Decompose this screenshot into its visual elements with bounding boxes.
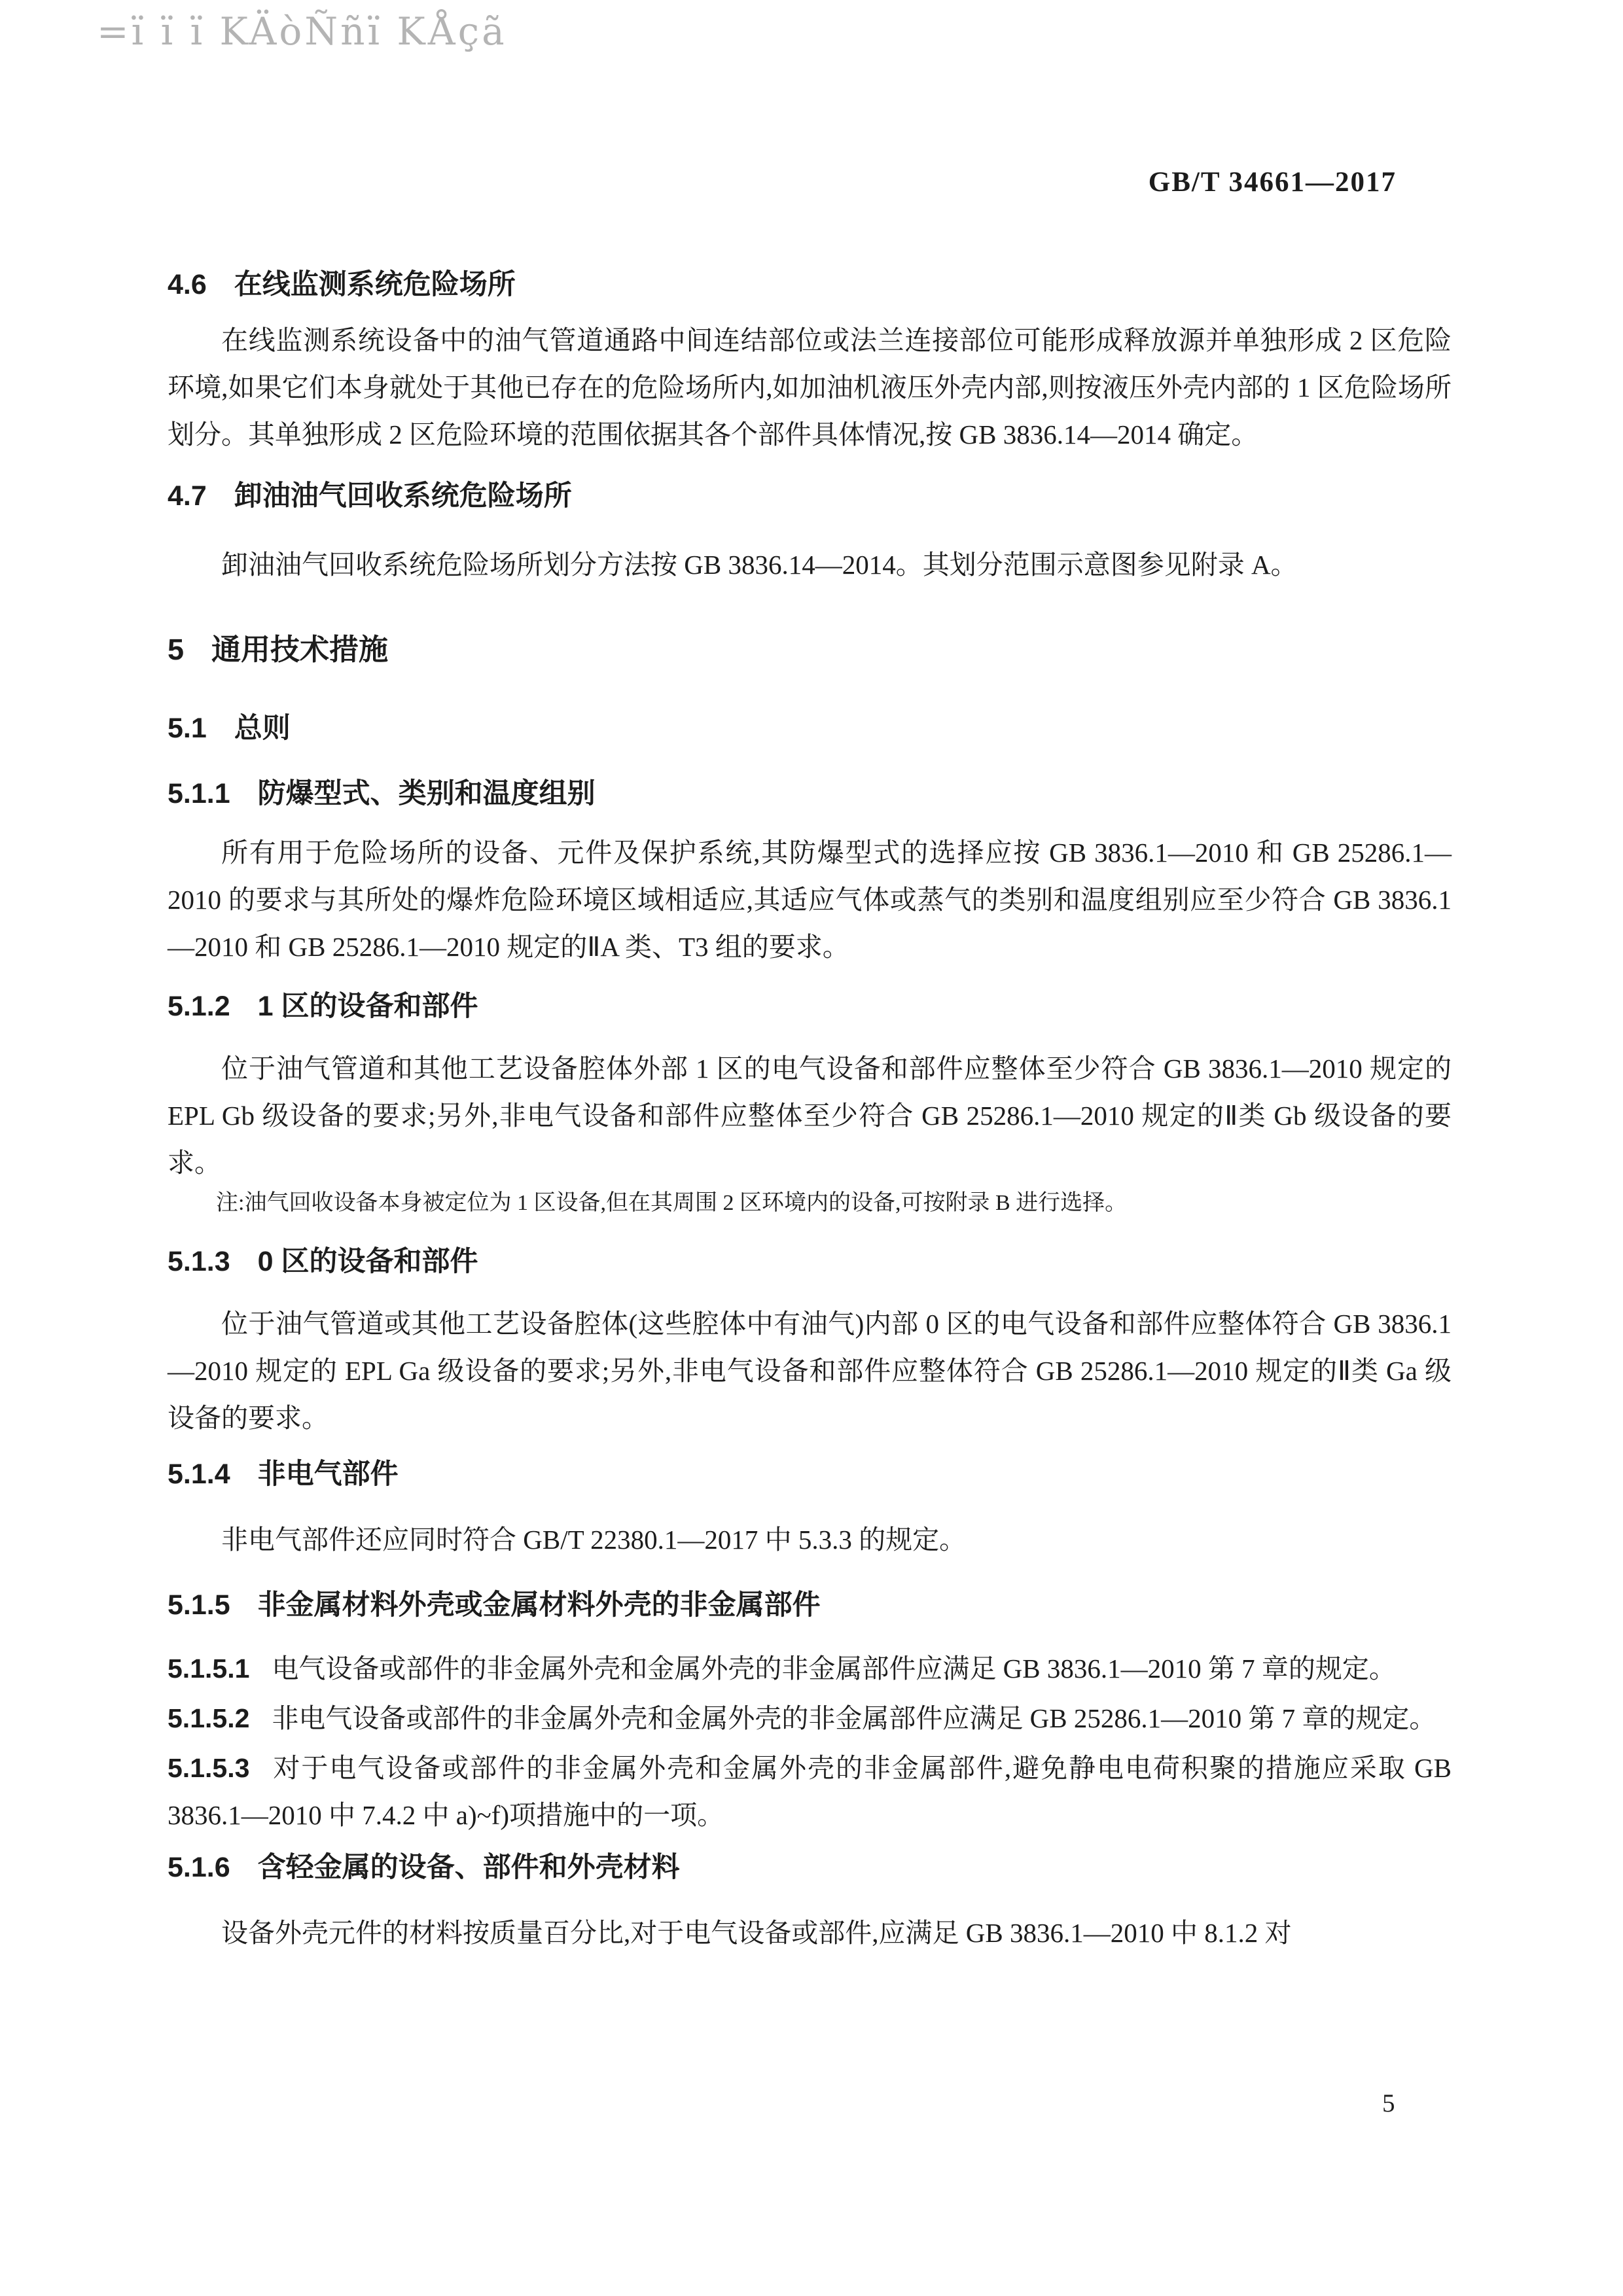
chapter-title: 通用技术措施 [211,633,389,666]
section-heading-4-7 [168,472,1452,520]
section-heading-5-1-4 [168,1451,1452,1498]
clause-number: 5.1.5 [168,1589,230,1621]
clause-number: 4.6 [168,269,207,300]
paragraph-5-1-4: 非电气部件还应同时符合 GB/T 22380.1—2017 中 5.3.3 的规定。 [221,1525,967,1555]
clause-number: 5.1.2 [168,991,230,1022]
clause-title: 含轻金属的设备、部件和外壳材料 [257,1852,680,1883]
clause-title: 0 区的设备和部件 [257,1246,478,1277]
clause-number: 5.1.5.1 [168,1653,250,1684]
paragraph-5-1-5-2 [168,1695,1452,1742]
page-number: 5 [1382,2089,1395,2117]
clause-title: 非电气部件 [257,1458,399,1490]
section-heading-4-6 [168,261,1452,308]
section-heading-5-1-6 [168,1844,1452,1891]
paragraph-5-1-5-1 [168,1645,1452,1692]
clause-title: 总则 [234,713,291,744]
paragraph-5-1-2: 位于油气管道和其他工艺设备腔体外部 1 区的电气设备和部件应整体至少符合 GB 3836.1—2010 规定的 EPL Gb 级设备的要求;另外,非电气设备和部件应整体至少符合 GB 25286.1—2010 规定的Ⅱ类 Gb 级设备的要求。 [168,1053,1452,1178]
note-5-1-2: 注:油气回收设备本身被定位为 1 区设备,但在其周围 2 区环境内的设备,可按附录 B 进行选择。 [216,1191,1128,1215]
chapter-number: 5 [168,633,185,666]
paragraph-4-7: 卸油油气回收系统危险场所划分方法按 GB 3836.14—2014。其划分范围示意图参见附录 A。 [221,550,1298,580]
clause-title: 卸油油气回收系统危险场所 [234,480,572,512]
clause-number: 5.1.5.2 [168,1703,250,1733]
doc-number: GB/T 34661—2017 [1148,167,1397,198]
clause-text: 非电气设备或部件的非金属外壳和金属外壳的非金属部件应满足 GB 25286.1—2010 第 7 章的规定。 [272,1703,1436,1733]
clause-number: 4.7 [168,480,207,512]
clause-title: 防爆型式、类别和温度组别 [257,778,596,809]
section-heading-5-1-2 [168,983,1452,1030]
paragraph-5-1-5-3 [168,1744,1452,1839]
clause-text: 对于电气设备或部件的非金属外壳和金属外壳的非金属部件,避免静电电荷积聚的措施应采取 GB 3836.1—2010 中 7.4.2 中 a)~f)项措施中的一项。 [168,1753,1452,1830]
clause-text: 电气设备或部件的非金属外壳和金属外壳的非金属部件应满足 GB 3836.1—2010 第 7 章的规定。 [272,1653,1396,1684]
clause-title: 在线监测系统危险场所 [234,269,516,300]
clause-number: 5.1.5.3 [168,1753,250,1783]
clause-number: 5.1.3 [168,1246,230,1277]
content-column [168,0,1452,1956]
paragraph-5-1-6: 设备外壳元件的材料按质量百分比,对于电气设备或部件,应满足 GB 3836.1—2010 中 8.1.2 对 [221,1918,1292,1948]
clause-title: 1 区的设备和部件 [257,991,478,1022]
section-heading-5-1-1 [168,770,1452,817]
clause-title: 非金属材料外壳或金属材料外壳的非金属部件 [257,1589,821,1621]
section-heading-5-1-5 [168,1581,1452,1629]
section-heading-5-1-3 [168,1238,1452,1285]
watermark-text: =ï ï ï KÄòÑñï KÅçã [97,9,507,54]
clause-number: 5.1.4 [168,1458,230,1490]
paragraph-5-1-3: 位于油气管道或其他工艺设备腔体(这些腔体中有油气)内部 0 区的电气设备和部件应整体符合 GB 3836.1—2010 规定的 EPL Ga 级设备的要求;另外,非电气设备和部件应整体符合 GB 25286.1—2010 规定的Ⅱ类 Ga 级设备的要求。 [168,1309,1452,1433]
paragraph-5-1-1: 所有用于危险场所的设备、元件及保护系统,其防爆型式的选择应按 GB 3836.1—2010 和 GB 25286.1—2010 的要求与其所处的爆炸危险环境区域相适应,其适应气体或蒸气的类别和温度组别应至少符合 GB 3836.1—2010 和 GB 25286.1—2010 规定的ⅡA 类、T3 组的要求。 [168,838,1452,962]
clause-number: 5.1.1 [168,778,230,809]
clause-number: 5.1 [168,713,207,744]
paragraph-4-6: 在线监测系统设备中的油气管道通路中间连结部位或法兰连接部位可能形成释放源并单独形成 2 区危险环境,如果它们本身就处于其他已存在的危险场所内,如加油机液压外壳内部,则按液压外壳内部的 1 区危险场所划分。其单独形成 2 区危险环境的范围依据其各个部件具体情况,按 GB 3836.14—2014 确定。 [168,325,1452,450]
clause-number: 5.1.6 [168,1852,230,1883]
chapter-heading-5 [168,626,1452,673]
section-heading-5-1 [168,705,1452,752]
